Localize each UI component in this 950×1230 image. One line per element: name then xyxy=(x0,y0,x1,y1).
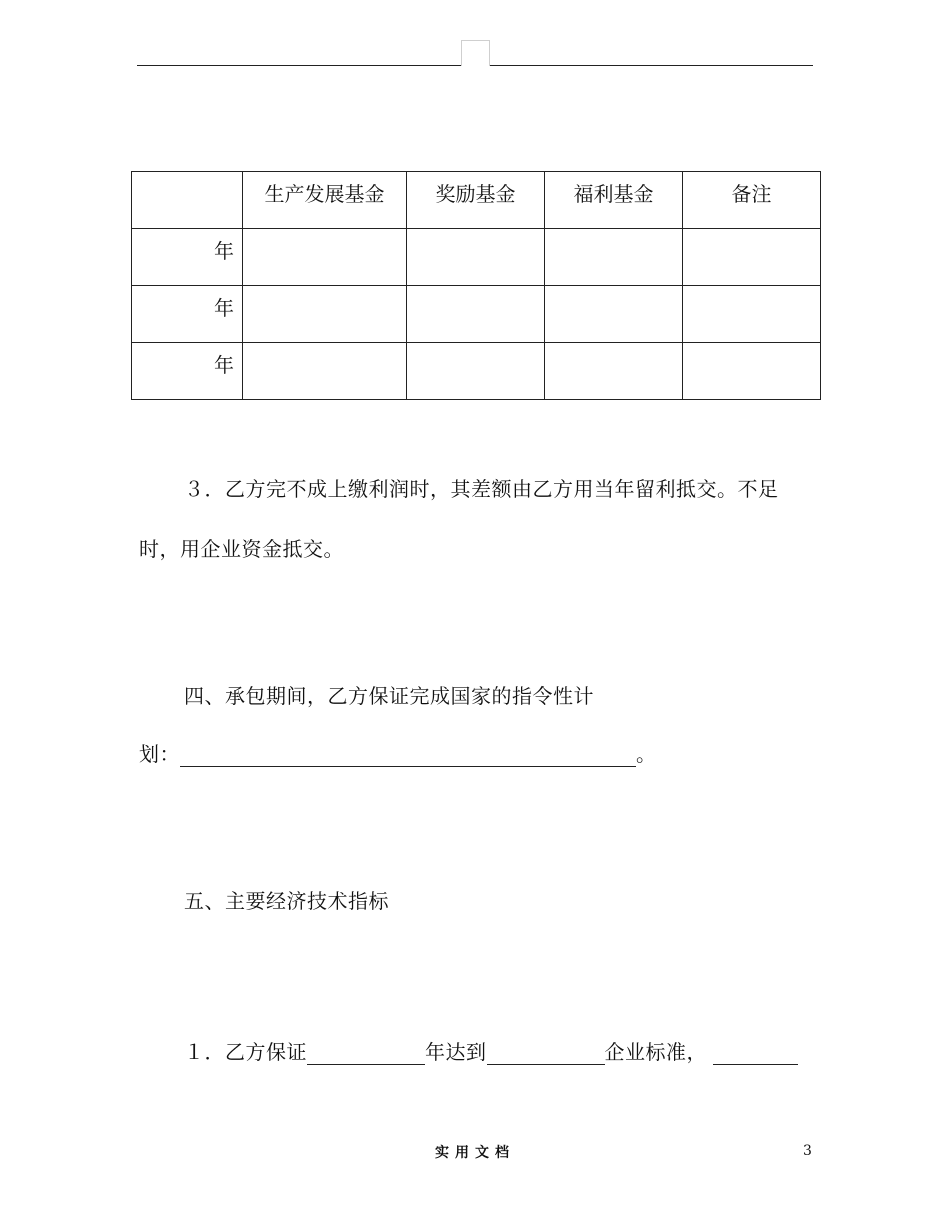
table-cell xyxy=(683,286,821,343)
table-header-cell xyxy=(132,172,243,229)
table-cell xyxy=(243,286,407,343)
standard-blank-line[interactable] xyxy=(487,1042,605,1065)
table-header-cell: 福利基金 xyxy=(545,172,683,229)
year-blank-line[interactable] xyxy=(307,1042,425,1065)
header-tab-box xyxy=(461,40,490,66)
table-cell xyxy=(683,229,821,286)
fund-allocation-table xyxy=(131,171,821,400)
item-1-part-3: 企业标准， xyxy=(604,1040,707,1064)
item-1-part-2: 年达到 xyxy=(425,1040,487,1064)
paragraph-3-line-2: 时，用企业资金抵交。 xyxy=(139,537,344,561)
item-1-line xyxy=(184,1036,798,1065)
section-5-title: 五、主要经济技术指标 xyxy=(184,889,389,913)
section-4-line-2 xyxy=(139,738,657,767)
page-number: 3 xyxy=(803,1143,812,1159)
paragraph-3-line-1: ３．乙方完不成上缴利润时，其差额由乙方用当年留利抵交。不足 xyxy=(184,477,779,501)
section-4-prefix: 划： xyxy=(139,742,180,766)
table-header-cell: 奖励基金 xyxy=(407,172,545,229)
table-cell xyxy=(243,229,407,286)
trailing-blank-line[interactable] xyxy=(713,1042,798,1065)
item-1-part-1: １．乙方保证 xyxy=(184,1040,307,1064)
table-cell xyxy=(407,286,545,343)
table-row xyxy=(132,286,821,343)
table-header-cell: 生产发展基金 xyxy=(243,172,407,229)
table-year-cell: 年 xyxy=(132,286,243,343)
table-header-cell: 备注 xyxy=(683,172,821,229)
table-year-cell: 年 xyxy=(132,343,243,400)
table-cell xyxy=(243,343,407,400)
table-cell xyxy=(545,229,683,286)
footer-label: 实用文档 xyxy=(435,1145,515,1161)
table-row xyxy=(132,229,821,286)
table-header-row xyxy=(132,172,821,229)
table-year-cell: 年 xyxy=(132,229,243,286)
section-4-line-1: 四、承包期间，乙方保证完成国家的指令性计 xyxy=(184,684,594,708)
table-cell xyxy=(545,286,683,343)
table-row xyxy=(132,343,821,400)
table-cell xyxy=(683,343,821,400)
section-4-suffix: 。 xyxy=(636,742,657,766)
table-cell xyxy=(545,343,683,400)
plan-blank-line[interactable] xyxy=(180,744,636,767)
table-cell xyxy=(407,343,545,400)
table-cell xyxy=(407,229,545,286)
